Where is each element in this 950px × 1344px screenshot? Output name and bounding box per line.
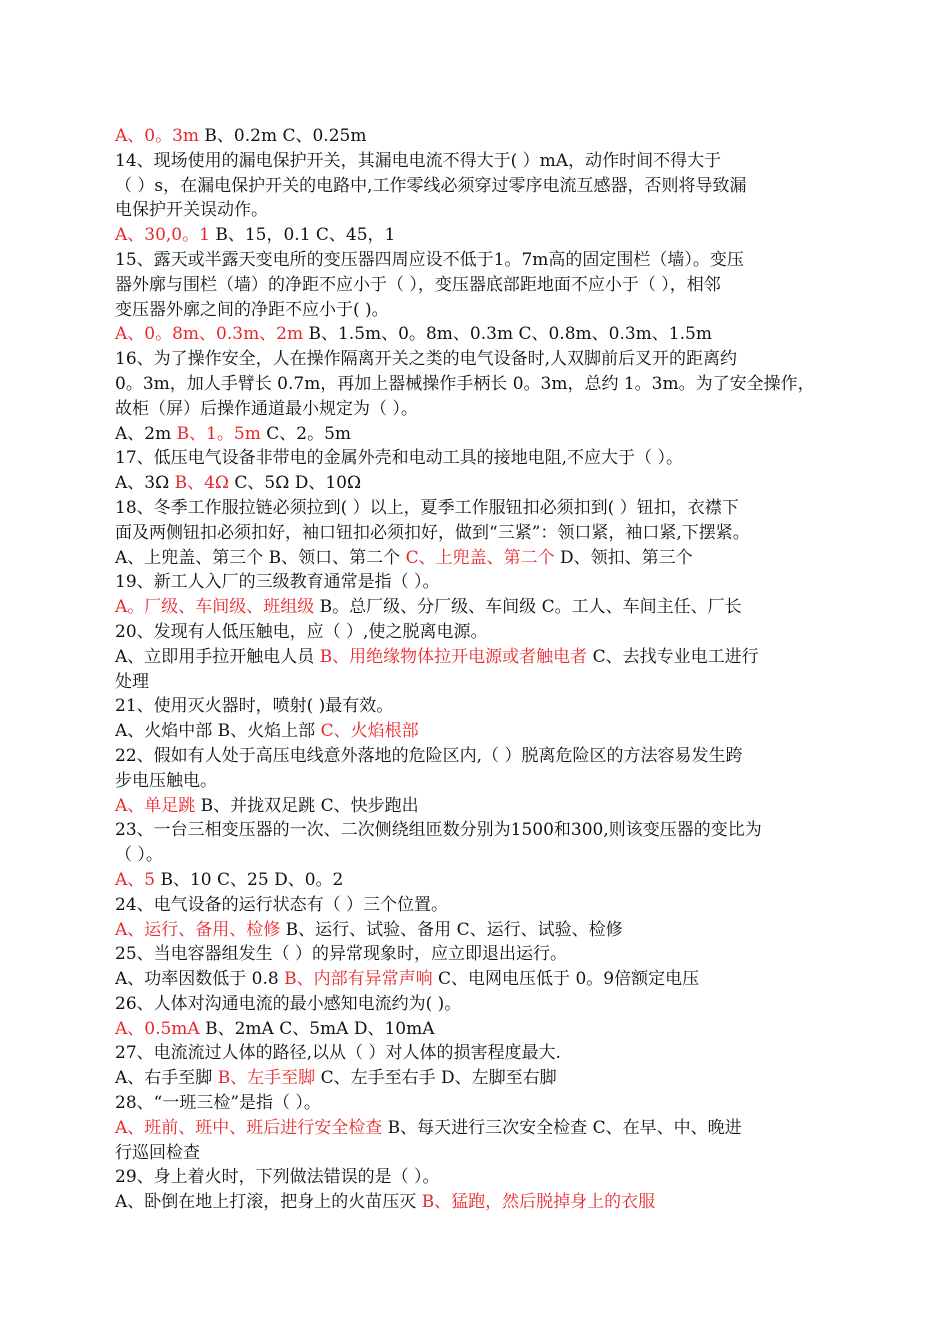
text-line — [115, 1165, 850, 1190]
text-line — [115, 471, 850, 496]
body-text: 变压器外廓之间的净距不应小于( )。 — [115, 299, 389, 320]
answer-text: A、5 — [115, 869, 156, 890]
body-text: 0。3m，加人手臂长 0.7m，再加上器械操作手柄长 0。3m，总约 1。3m。为了安全操作， — [115, 373, 815, 394]
text-line — [115, 198, 850, 223]
body-text: 22、假如有人处于高压电线意外落地的危险区内,（ ）脱离危险区的方法容易发生跨 — [115, 745, 743, 766]
text-line — [115, 149, 850, 174]
answer-text: A。厂级、车间级、班组级 — [115, 597, 315, 618]
body-text: B、并拢双足跳 C、快步跑出 — [195, 795, 419, 816]
text-line — [115, 694, 850, 719]
text-line — [115, 893, 850, 918]
body-text: A、功率因数低于 0.8 — [115, 969, 285, 990]
text-line — [115, 843, 850, 868]
body-text: B、每天进行三次安全检查 C、在早、中、晚进 — [382, 1117, 742, 1138]
body-text: A、上兜盖、第三个 B、领口、第二个 — [115, 547, 406, 568]
body-text: C、2。5m — [260, 423, 352, 444]
body-text: 16、为了操作安全，人在操作隔离开关之类的电气设备时,人双脚前后叉开的距离约 — [115, 349, 738, 370]
body-text: B、运行、试验、备用 C、运行、试验、检修 — [280, 919, 623, 940]
text-line — [115, 273, 850, 298]
answer-text: A、单足跳 — [115, 795, 196, 816]
text-line — [115, 347, 850, 372]
text-line — [115, 496, 850, 521]
answer-text: B、猛跑，然后脱掉身上的衣服 — [421, 1192, 656, 1213]
text-line — [115, 223, 850, 248]
body-text: A、立即用手拉开触电人员 — [115, 646, 320, 667]
text-line — [115, 744, 850, 769]
body-text: 25、当电容器组发生（ ）的异常现象时，应立即退出运行。 — [115, 944, 568, 965]
text-line — [115, 868, 850, 893]
body-text: B、0.2m C、0.25m — [199, 126, 367, 146]
text-line — [115, 670, 850, 695]
body-text: 17、低压电气设备非带电的金属外壳和电动工具的接地电阻,不应大于（ ）。 — [115, 448, 683, 469]
body-text: （ ）。 — [115, 845, 163, 866]
answer-text: A、班前、班中、班后进行安全检查 — [115, 1117, 383, 1138]
text-line — [115, 1141, 850, 1166]
text-line — [115, 1116, 850, 1141]
text-line — [115, 1041, 850, 1066]
body-text: D、领扣、第三个 — [554, 547, 693, 568]
body-text: B、10 C、25 D、0。2 — [155, 869, 344, 890]
body-text: C、左手至右手 D、左脚至右脚 — [315, 1068, 557, 1089]
text-line — [115, 372, 850, 397]
text-line — [115, 248, 850, 273]
body-text: A、火焰中部 B、火焰上部 — [115, 721, 321, 742]
answer-text: B、1。5m — [176, 423, 261, 444]
answer-text: B、4Ω — [174, 473, 229, 494]
body-text: 27、电流流过人体的路径,以从（ ）对人体的损害程度最大. — [115, 1043, 561, 1064]
text-line — [115, 446, 850, 471]
answer-text: A、0。3m — [115, 126, 200, 146]
text-line — [115, 397, 850, 422]
body-text: A、3Ω — [115, 473, 175, 494]
text-line — [115, 521, 850, 546]
body-text: 18、冬季工作服拉链必须拉到( ）以上，夏季工作服钮扣必须扣到( ）钮扣，衣襟下 — [115, 497, 739, 518]
text-line — [115, 1091, 850, 1116]
text-line — [115, 322, 850, 347]
body-text: 14、现场使用的漏电保护开关，其漏电电流不得大于( ）mA，动作时间不得大于 — [115, 150, 722, 171]
body-text: 处理 — [115, 671, 149, 692]
text-line — [115, 546, 850, 571]
text-line — [115, 918, 850, 943]
text-line — [115, 620, 850, 645]
body-text: 行巡回检查 — [115, 1142, 200, 1163]
body-text: B、15，0.1 C、45，1 — [209, 225, 396, 246]
body-text: A、2m — [115, 423, 177, 444]
text-line — [115, 124, 850, 149]
question-list — [115, 124, 850, 1215]
body-text: C、去找专业电工进行 — [587, 646, 759, 667]
text-line — [115, 1017, 850, 1042]
body-text: 15、露天或半露天变电所的变压器四周应设不低于1。7m高的固定围栏（墙）。变压 — [115, 249, 744, 270]
body-text: B。总厂级、分厂级、车间级 C。工人、车间主任、厂长 — [314, 597, 742, 618]
body-text: 29、身上着火时，下列做法错误的是（ ）。 — [115, 1167, 440, 1188]
body-text: C、电网电压低于 0。9倍额定电压 — [432, 969, 700, 990]
answer-text: C、火焰根部 — [320, 721, 419, 742]
text-line — [115, 794, 850, 819]
body-text: 面及两侧钮扣必须扣好，袖口钮扣必须扣好，做到“三紧”：领口紧，袖口紧,下摆紧。 — [115, 522, 750, 543]
text-line — [115, 570, 850, 595]
text-line — [115, 818, 850, 843]
body-text: B、2mA C、5mA D、10mA — [199, 1018, 435, 1039]
text-line — [115, 298, 850, 323]
body-text: 23、一台三相变压器的一次、二次侧绕组匝数分别为1500和300,则该变压器的变比为 — [115, 820, 762, 841]
answer-text: C、上兜盖、第二个 — [405, 547, 555, 568]
body-text: （ ）s，在漏电保护开关的电路中,工作零线必须穿过零序电流互感器，否则将导致漏 — [115, 175, 747, 196]
answer-text: A、0.5mA — [115, 1018, 200, 1039]
text-line — [115, 719, 850, 744]
text-line — [115, 769, 850, 794]
text-line — [115, 992, 850, 1017]
answer-text: A、运行、备用、检修 — [115, 919, 281, 940]
body-text: 21、使用灭火器时，喷射( )最有效。 — [115, 696, 394, 717]
body-text: A、右手至脚 — [115, 1068, 218, 1089]
body-text: 步电压触电。 — [115, 770, 217, 791]
body-text: A、卧倒在地上打滚，把身上的火苗压灭 — [115, 1192, 422, 1213]
text-line — [115, 942, 850, 967]
body-text: 器外廓与围栏（墙）的净距不应小于（ ），变压器底部距地面不应小于（ ），相邻 — [115, 274, 721, 295]
body-text: 24、电气设备的运行状态有（ ）三个位置。 — [115, 894, 449, 915]
text-line — [115, 1190, 850, 1215]
body-text: 26、人体对沟通电流的最小感知电流约为( )。 — [115, 993, 462, 1014]
text-line — [115, 1066, 850, 1091]
text-line — [115, 967, 850, 992]
body-text: B、1.5m、0。8m、0.3m C、0.8m、0.3m、1.5m — [303, 324, 712, 345]
body-text: 故柜（屏）后操作通道最小规定为（ ）。 — [115, 398, 418, 419]
answer-text: B、左手至脚 — [217, 1068, 316, 1089]
answer-text: B、内部有异常声响 — [284, 969, 433, 990]
body-text: 20、发现有人低压触电，应（ ）,使之脱离电源。 — [115, 621, 488, 642]
body-text: C、5Ω D、10Ω — [229, 473, 362, 494]
body-text: 19、新工人入厂的三级教育通常是指（ ）。 — [115, 572, 440, 593]
body-text: 28、“一班三检”是指（ ）。 — [115, 1093, 321, 1114]
text-line — [115, 422, 850, 447]
body-text: 电保护开关误动作。 — [115, 200, 268, 221]
answer-text: B、用绝缘物体拉开电源或者触电者 — [319, 646, 588, 667]
text-line — [115, 645, 850, 670]
text-line — [115, 174, 850, 199]
answer-text: A、30,0。1 — [115, 225, 210, 246]
answer-text: A、0。8m、0.3m、2m — [115, 324, 304, 345]
text-line — [115, 595, 850, 620]
